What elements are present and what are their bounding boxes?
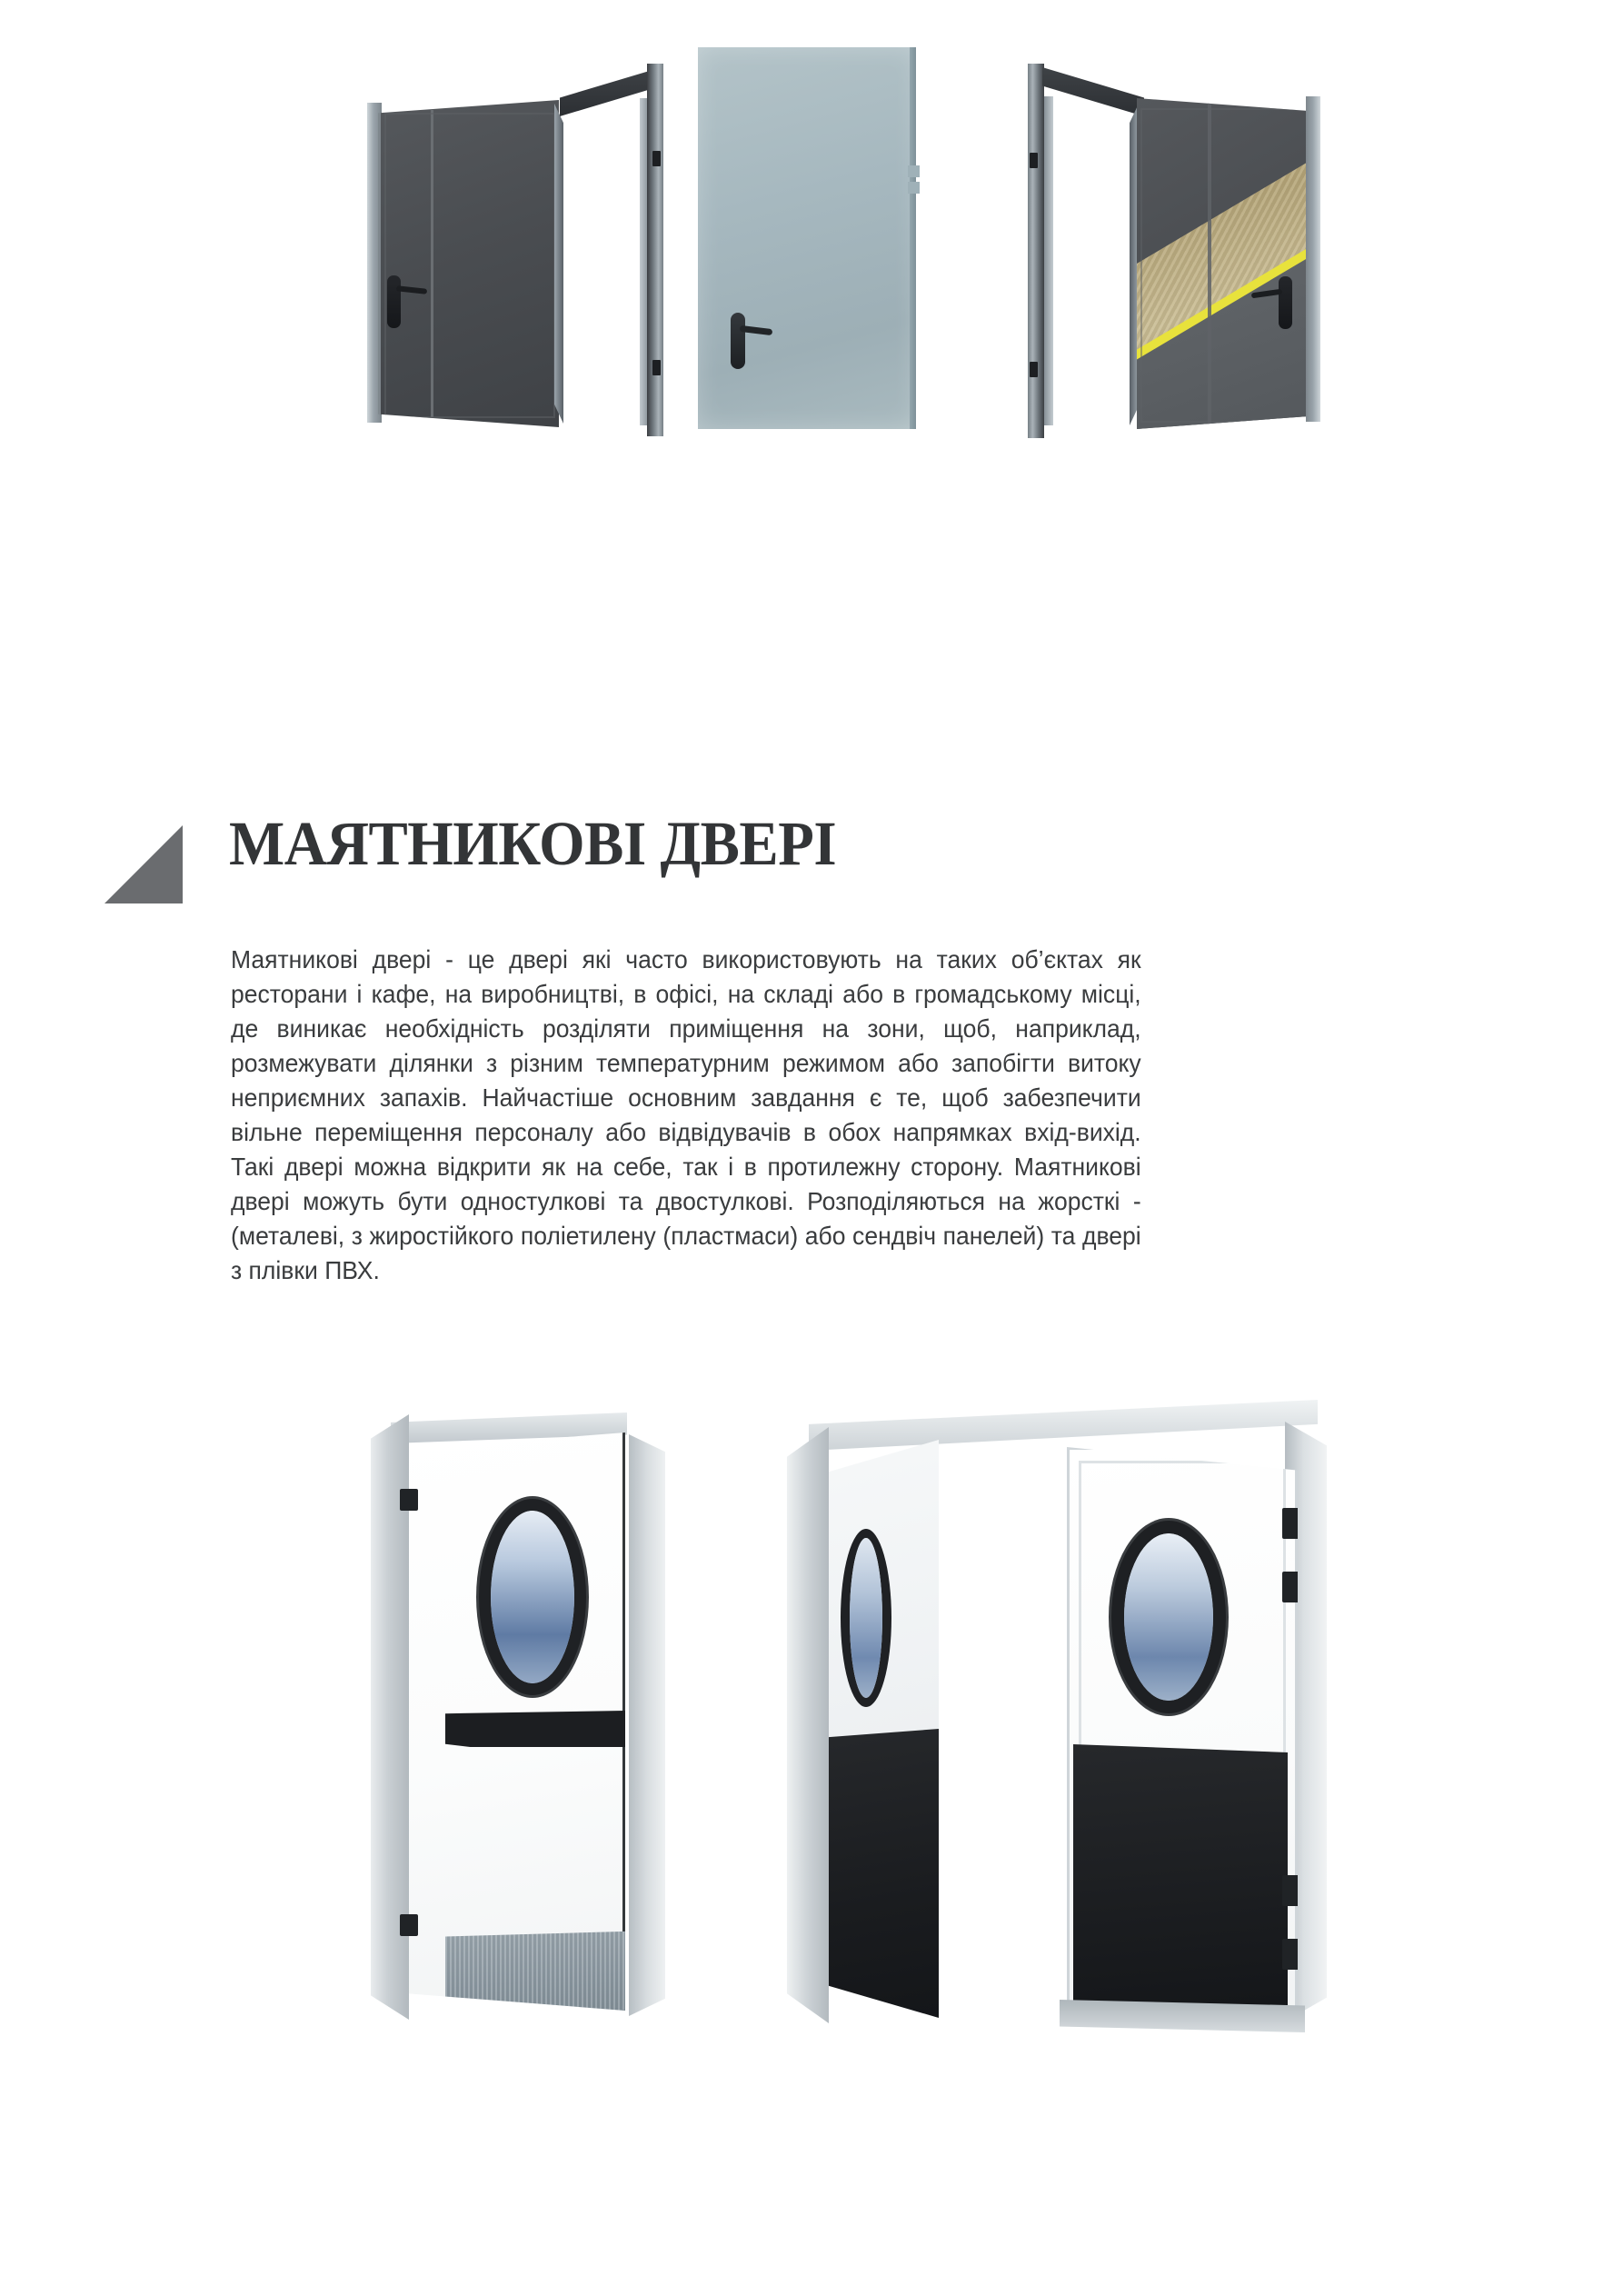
door-frame-top [1042, 67, 1144, 116]
lower-black-panel [824, 1729, 939, 2018]
door-leaf-closed [1067, 1447, 1298, 2031]
hinge-icon [1030, 362, 1038, 377]
hinge-icon [652, 151, 661, 166]
kick-plate [445, 1931, 652, 2029]
door-frame-jamb-left [787, 1427, 829, 2023]
oval-window [491, 1511, 574, 1683]
lower-black-panel [1073, 1744, 1288, 2017]
leaf-edge [939, 1467, 951, 2063]
door-leaf-cutaway [1137, 98, 1315, 429]
door-frame-left [1028, 64, 1044, 438]
hinge-icon [400, 1489, 418, 1511]
bumper-rail [445, 1711, 652, 1747]
oval-window [1124, 1533, 1213, 1701]
door-handle-plate [387, 275, 401, 328]
door-leaf [378, 100, 559, 427]
hinge-icon [908, 165, 920, 177]
door-handle-plate [1279, 276, 1292, 329]
door-handle-plate [731, 313, 745, 369]
door-frame-head [809, 1400, 1318, 1451]
hinge-icon [1030, 153, 1038, 168]
metal-door-flat-bluegrey-image [698, 47, 916, 429]
door-leaf-edge [554, 104, 563, 424]
hinge-icon [652, 360, 661, 375]
bottom-images-strip [0, 1400, 1623, 2091]
door-panel [698, 47, 916, 429]
oval-window [850, 1538, 882, 1698]
section-heading [0, 809, 1623, 918]
door-frame-right [647, 64, 663, 436]
door-frame-left-inner [1044, 96, 1053, 425]
hinge-icon [908, 182, 920, 194]
door-edge-right [910, 47, 916, 429]
page-title: МАЯТНИКОВІ ДВЕРІ [229, 809, 837, 878]
pendulum-door-double-leaf-image [787, 1400, 1332, 2054]
leaf-border [1140, 108, 1311, 423]
door-leaf [403, 1433, 625, 2011]
body-paragraph: Маятникові двері - це двері які часто використовують на таких об’єктах як ресторани і кафе, на виробництві, в офісі, на складі або в громадському місці, де виникає необхідність розділяти приміщення на зони, щоб, наприклад, розмежувати ділянки з різним температурним режимом або запобігти витоку неприємних запахів. Найчастіше основним завдання є те, щоб забезпечити вільне переміщення персоналу або відвідувачів в обох напрямках вхід-вихід. Такі двері можна відкрити як на себе, так і в протилежну сторону. Маятникові двері можуть бути одностулкові та двостулкові. Розподіляються на жорсткі - (металеві, з жиростійкого поліетилену (пластмаси) або сендвіч панелей) та двері з плівки ПВХ. [231, 945, 1141, 1284]
door-frame-jamb-right [629, 1434, 665, 2016]
hinge-icon [400, 1914, 418, 1936]
metal-swing-door-open-dark-image [367, 44, 667, 434]
door-leaf-open [820, 1440, 939, 2018]
top-images-strip [0, 0, 1623, 745]
door-frame-right [1306, 96, 1320, 422]
triangle-marker-icon [105, 825, 183, 903]
pendulum-door-single-leaf-image [371, 1409, 671, 2045]
metal-door-cutaway-insulation-image [1022, 44, 1322, 436]
